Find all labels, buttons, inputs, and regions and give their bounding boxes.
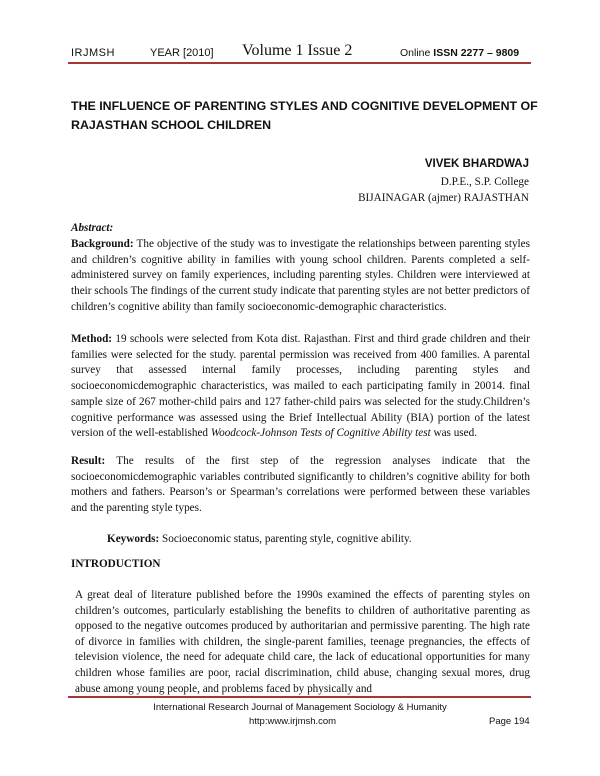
section-heading-introduction: INTRODUCTION	[71, 558, 161, 570]
running-header	[71, 41, 530, 61]
footer-url[interactable]: http:www.irjmsh.com	[249, 716, 337, 727]
author-location: BIJAINAGAR (ajmer) RAJASTHAN	[358, 192, 529, 204]
journal-abbrev: IRJMSH	[71, 47, 115, 59]
page-number: Page 194	[489, 716, 530, 727]
abstract-result	[71, 454, 530, 517]
issn-number: ISSN 2277 – 9809	[433, 47, 520, 59]
method-text: 19 schools were selected from Kota dist. Rajasthan. First and third grade children and their families were selected for the study. parental permission was received from 400 families. A parental survey that assessed internal family processes, including parenting styles and socioeconomicdemographic characteristics, was mailed to each participating family in 20014. final sample size of 267 mother-child pairs and 127 father-child pairs was selected for the study.Children’s cognitive performance was assessed using the Brief Intellectual Ability (BIA) portion of the latest version of the well-established	[71, 333, 530, 440]
header-divider	[68, 62, 531, 64]
volume-issue: Volume 1 Issue 2	[242, 42, 353, 59]
keywords-text: Socioeconomic status, parenting style, cognitive ability.	[159, 533, 412, 545]
background-label: Background:	[71, 238, 134, 250]
footer-journal-name: International Research Journal of Management Sociology & Humanity	[153, 702, 447, 713]
method-test-name: Woodcock-Johnson Tests of Cognitive Ability test	[210, 427, 431, 440]
introduction-paragraph: A great deal of literature published before the 1990s examined the effects of parenting styles on children’s outcomes, particularly establishing the benefits to children of authoritative parenting as opposed to the negative outcomes produced by authoritarian and permissive parenting. The high rate of divorce in families with children, the single-parent families, teenage pregnancies, the effects of television violence, the need for adequate child care, the lack of educational opportunities for many children whose families are poor, racial discrimination, child abuse, changing sexual mores, drug abuse among young people, and problems faced by physically and	[75, 589, 530, 695]
method-end-text: was used.	[430, 427, 478, 440]
year-label: YEAR [2010]	[150, 47, 214, 59]
result-label: Result:	[71, 455, 106, 467]
background-text: The objective of the study was to investigate the relationships between parenting styles and children’s cognitive ability in families with young school children. Parents completed a self-administered survey on family experiences, including parenting styles. Children were interviewed at their schools The findings of the current study indicate that parenting styles are not better predictors of children’s cognitive ability than family socioeconomic-demographic characteristics.	[71, 238, 530, 313]
abstract-background	[71, 237, 530, 316]
author-name: VIVEK BHARDWAJ	[424, 158, 529, 170]
issn-label	[400, 47, 519, 59]
paper-title: THE INFLUENCE OF PARENTING STYLES AND COGNITIVE DEVELOPMENT OF RAJASTHAN SCHOOL CHILDREN	[71, 99, 538, 132]
keywords-label: Keywords:	[107, 533, 160, 545]
online-label: Online	[400, 47, 431, 59]
abstract-method	[71, 332, 530, 442]
abstract-label: Abstract:	[71, 222, 114, 234]
author-department: D.P.E., S.P. College	[440, 176, 529, 188]
result-text: The results of the first step of the regression analyses indicate that the socioeconomicdemographic variables contributed significantly to children’s cognitive ability for both mothers and fathers. Pearson’s or Spearman’s correlations were performed between these variables and the parenting style types.	[71, 455, 530, 515]
keywords	[107, 533, 412, 545]
footer-divider	[68, 696, 531, 698]
method-label: Method:	[71, 333, 113, 345]
